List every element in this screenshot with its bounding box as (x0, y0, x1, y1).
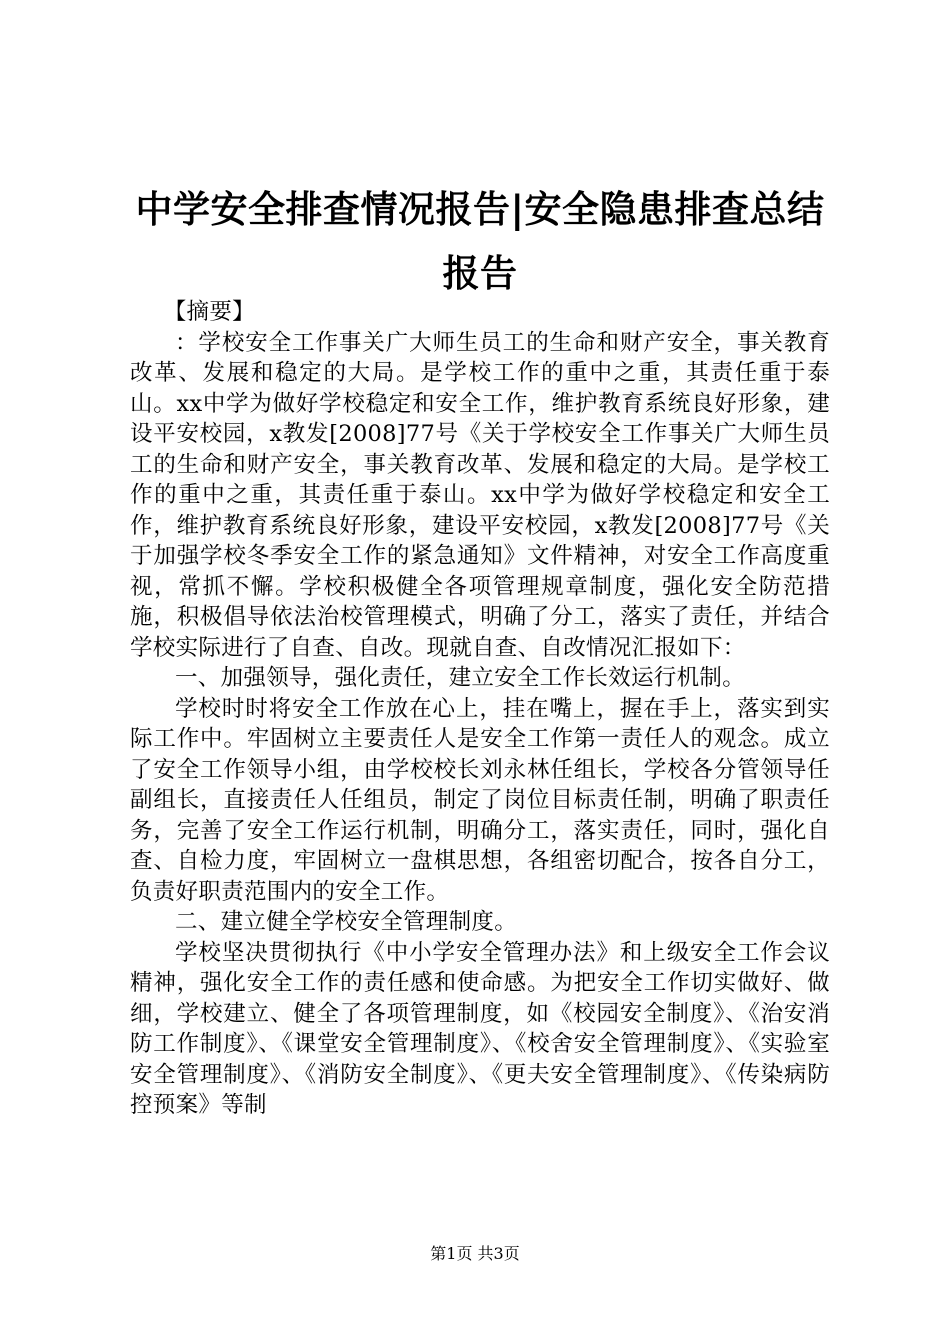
paragraph-intro: ：学校安全工作事关广大师生员工的生命和财产安全，事关教育改革、发展和稳定的大局。是学校工作的重中之重，其责任重于泰山。xx中学为做好学校稳定和安全工作，维护教育系统良好形象，建设平安校园，x教发[2008]77号《关于学校安全工作事关广大师生员工的生命和财产安全，事关教育改革、发展和稳定的大局。是学校工作的重中之重，其责任重于泰山。xx中学为做好学校稳定和安全工作，维护教育系统良好形象，建设平安校园，x教发[2008]77号《关于加强学校冬季安全工作的紧急通知》文件精神，对安全工作高度重视，常抓不懈。学校积极健全各项管理规章制度，强化安全防范措施，积极倡导依法治校管理模式，明确了分工，落实了责任，并结合学校实际进行了自查、自改。现就自查、自改情况汇报如下： (130, 329, 830, 661)
document-title: 中学安全排查情况报告|安全隐患排查总结报告 (135, 188, 825, 295)
paragraph-section-1: 学校时时将安全工作放在心上，挂在嘴上，握在手上，落实到实际工作中。牢固树立主要责任人是安全工作第一责任人的观念。成立了安全工作领导小组，由学校校长刘永林任组长，学校各分管领导任副组长，直接责任人任组员，制定了岗位目标责任制，明确了职责任务，完善了安全工作运行机制，明确分工，落实责任，同时，强化自查、自检力度，牢固树立一盘棋思想，各组密切配合，按各自分工，负责好职责范围内的安全工作。 (130, 695, 830, 905)
paragraph-section-2: 学校坚决贯彻执行《中小学安全管理办法》和上级安全工作会议精神，强化安全工作的责任感和使命感。为把安全工作切实做好、做细，学校建立、健全了各项管理制度，如《校园安全制度》、《治安消防工作制度》、《课堂安全管理制度》、《校舍安全管理制度》、《实验室安全管理制度》、《消防安全制度》、《更夫安全管理制度》、《传染病防控预案》等制 (130, 939, 830, 1118)
section-heading-2: 二、建立健全学校安全管理制度。 (175, 909, 518, 935)
page-footer: 第1页 共3页 (430, 1244, 520, 1263)
abstract-label: 【摘要】 (163, 299, 255, 325)
section-heading-1: 一、加强领导，强化责任，建立安全工作长效运行机制。 (175, 665, 746, 691)
document-body (130, 297, 830, 1121)
